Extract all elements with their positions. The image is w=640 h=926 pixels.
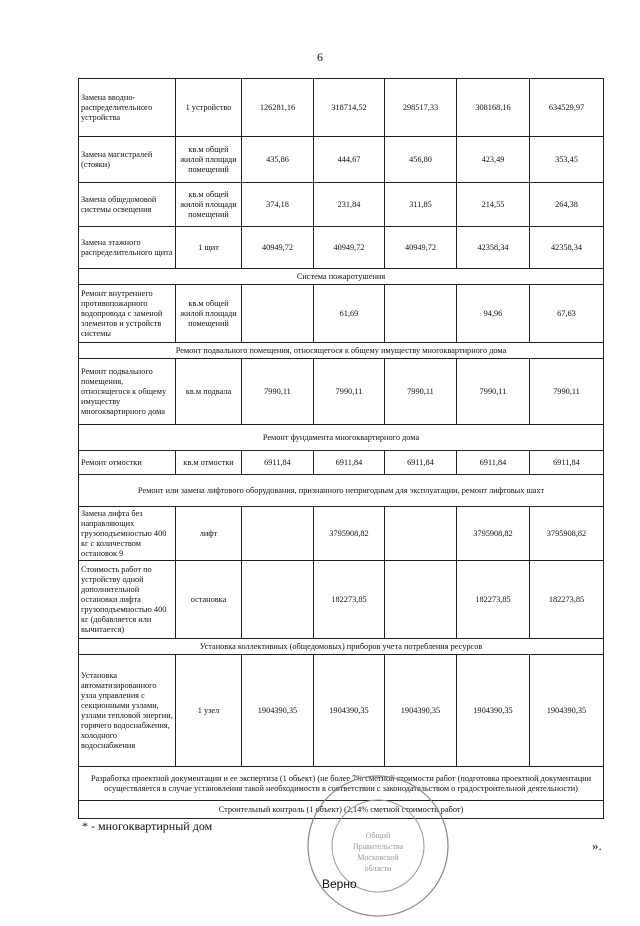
value-cell: 61,69 xyxy=(314,285,385,343)
unit-cell: кв.м общей жилой площади помещений xyxy=(176,183,242,227)
table-row xyxy=(79,561,604,639)
cost-table xyxy=(78,78,604,819)
section-row xyxy=(79,343,604,359)
value-cell: 40949,72 xyxy=(385,227,457,269)
value-cell xyxy=(242,561,314,639)
section-title: Ремонт фундамента многоквартирного дома xyxy=(79,425,604,451)
value-cell: 182273,85 xyxy=(457,561,530,639)
section-title: Система пожаротушения xyxy=(79,269,604,285)
work-name-cell: Установка автоматизированного узла управления с секционными узлами, узлами тепловой энергии, горячего водоснабжения, холодного водоснабжения xyxy=(79,655,176,767)
value-cell: 264,38 xyxy=(530,183,604,227)
value-cell xyxy=(242,285,314,343)
value-cell: 374,18 xyxy=(242,183,314,227)
work-name-cell: Замена этажного распределительного щита xyxy=(79,227,176,269)
value-cell: 1904390,35 xyxy=(530,655,604,767)
work-name-cell: Ремонт отмостки xyxy=(79,451,176,475)
value-cell: 7990,11 xyxy=(457,359,530,425)
value-cell: 353,45 xyxy=(530,137,604,183)
unit-cell: кв.м общей жилой площади помещений xyxy=(176,137,242,183)
note-cell: Разработка проектной документации и ее экспертиза (1 объект) (не более 7% сметной стоимости работ (подготовка проектной документации осуществляется в случае установления такой необходимости в соответствии с законодательством о градостроительной деятельности) xyxy=(79,767,604,801)
value-cell: 1904390,35 xyxy=(457,655,530,767)
verno-signature: Верно xyxy=(322,877,357,891)
value-cell: 435,86 xyxy=(242,137,314,183)
value-cell: 444,67 xyxy=(314,137,385,183)
value-cell: 1904390,35 xyxy=(242,655,314,767)
page-number: 6 xyxy=(317,50,323,64)
footnote: * - многоквартирный дом xyxy=(82,819,213,833)
unit-cell: кв.м общей жилой площади помещений xyxy=(176,285,242,343)
value-cell: 7990,11 xyxy=(314,359,385,425)
unit-cell: 1 узел xyxy=(176,655,242,767)
value-cell xyxy=(385,561,457,639)
value-cell: 6911,84 xyxy=(385,451,457,475)
value-cell: 634529,97 xyxy=(530,79,604,137)
table-row xyxy=(79,227,604,269)
value-cell: 318714,52 xyxy=(314,79,385,137)
value-cell: 6911,84 xyxy=(314,451,385,475)
unit-cell: лифт xyxy=(176,507,242,561)
value-cell: 7990,11 xyxy=(242,359,314,425)
table-row xyxy=(79,655,604,767)
official-seal xyxy=(298,766,458,926)
value-cell: 423,49 xyxy=(457,137,530,183)
table-row xyxy=(79,359,604,425)
table-row xyxy=(79,183,604,227)
unit-cell: кв.м подвала xyxy=(176,359,242,425)
work-name-cell: Замена лифта без направляющих грузоподъемностью 400 кг с количеством остановок 9 xyxy=(79,507,176,561)
table-row xyxy=(79,507,604,561)
section-title: Строительный контроль (1 объект) (2,14% сметной стоимости работ) xyxy=(79,801,604,819)
value-cell xyxy=(242,507,314,561)
section-row xyxy=(79,475,604,507)
unit-cell: 1 щит xyxy=(176,227,242,269)
value-cell: 7990,11 xyxy=(385,359,457,425)
value-cell: 40949,72 xyxy=(242,227,314,269)
value-cell: 6911,84 xyxy=(242,451,314,475)
section-title: Ремонт подвального помещения, относящегося к общему имуществу многоквартирного дома xyxy=(79,343,604,359)
value-cell: 6911,84 xyxy=(530,451,604,475)
value-cell: 94,96 xyxy=(457,285,530,343)
section-title: Установка коллективных (общедомовых) приборов учета потребления ресурсов xyxy=(79,639,604,655)
table-row xyxy=(79,285,604,343)
value-cell: 182273,85 xyxy=(530,561,604,639)
table-row xyxy=(79,137,604,183)
value-cell: 182273,85 xyxy=(314,561,385,639)
svg-text:Московской: Московской xyxy=(357,853,399,862)
value-cell: 40949,72 xyxy=(314,227,385,269)
table-row xyxy=(79,451,604,475)
value-cell: 42358,34 xyxy=(530,227,604,269)
value-cell: 7990,11 xyxy=(530,359,604,425)
value-cell: 6911,84 xyxy=(457,451,530,475)
value-cell: 3795908,82 xyxy=(314,507,385,561)
work-name-cell: Замена общедомовой системы освещения xyxy=(79,183,176,227)
work-name-cell: Замена магистралей (стояки) xyxy=(79,137,176,183)
svg-text:Общий: Общий xyxy=(365,831,391,840)
value-cell: 231,84 xyxy=(314,183,385,227)
svg-text:области: области xyxy=(364,864,392,873)
unit-cell: 1 устройство xyxy=(176,79,242,137)
value-cell: 3795908,82 xyxy=(457,507,530,561)
work-name-cell: Ремонт внутреннего противопожарного водопровода с заменой элементов и устройств системы xyxy=(79,285,176,343)
section-row xyxy=(79,425,604,451)
value-cell: 311,85 xyxy=(385,183,457,227)
value-cell: 1904390,35 xyxy=(314,655,385,767)
section-title: Ремонт или замена лифтового оборудования, признанного непригодным для эксплуатации, ремонт лифтовых шахт xyxy=(79,475,604,507)
work-name-cell: Ремонт подвального помещения, относящегося к общему имуществу многоквартирного дома xyxy=(79,359,176,425)
closing-quote: ». xyxy=(592,838,602,853)
value-cell: 214,55 xyxy=(457,183,530,227)
value-cell: 3795908,82 xyxy=(530,507,604,561)
work-name-cell: Замена вводно-распределительного устройства xyxy=(79,79,176,137)
value-cell: 298517,33 xyxy=(385,79,457,137)
table-row xyxy=(79,79,604,137)
section-row xyxy=(79,639,604,655)
value-cell: 308168,16 xyxy=(457,79,530,137)
value-cell: 456,80 xyxy=(385,137,457,183)
value-cell: 67,63 xyxy=(530,285,604,343)
value-cell: 1904390,35 xyxy=(385,655,457,767)
unit-cell: кв.м отмостки xyxy=(176,451,242,475)
value-cell xyxy=(385,507,457,561)
value-cell xyxy=(385,285,457,343)
value-cell: 42358,34 xyxy=(457,227,530,269)
section-row xyxy=(79,269,604,285)
unit-cell: остановка xyxy=(176,561,242,639)
svg-text:Правительства: Правительства xyxy=(352,842,404,851)
value-cell: 126281,16 xyxy=(242,79,314,137)
work-name-cell: Стоимость работ по устройству одной дополнительной остановки лифта грузоподъемностью 400 кг (добавляется или вычитается) xyxy=(79,561,176,639)
